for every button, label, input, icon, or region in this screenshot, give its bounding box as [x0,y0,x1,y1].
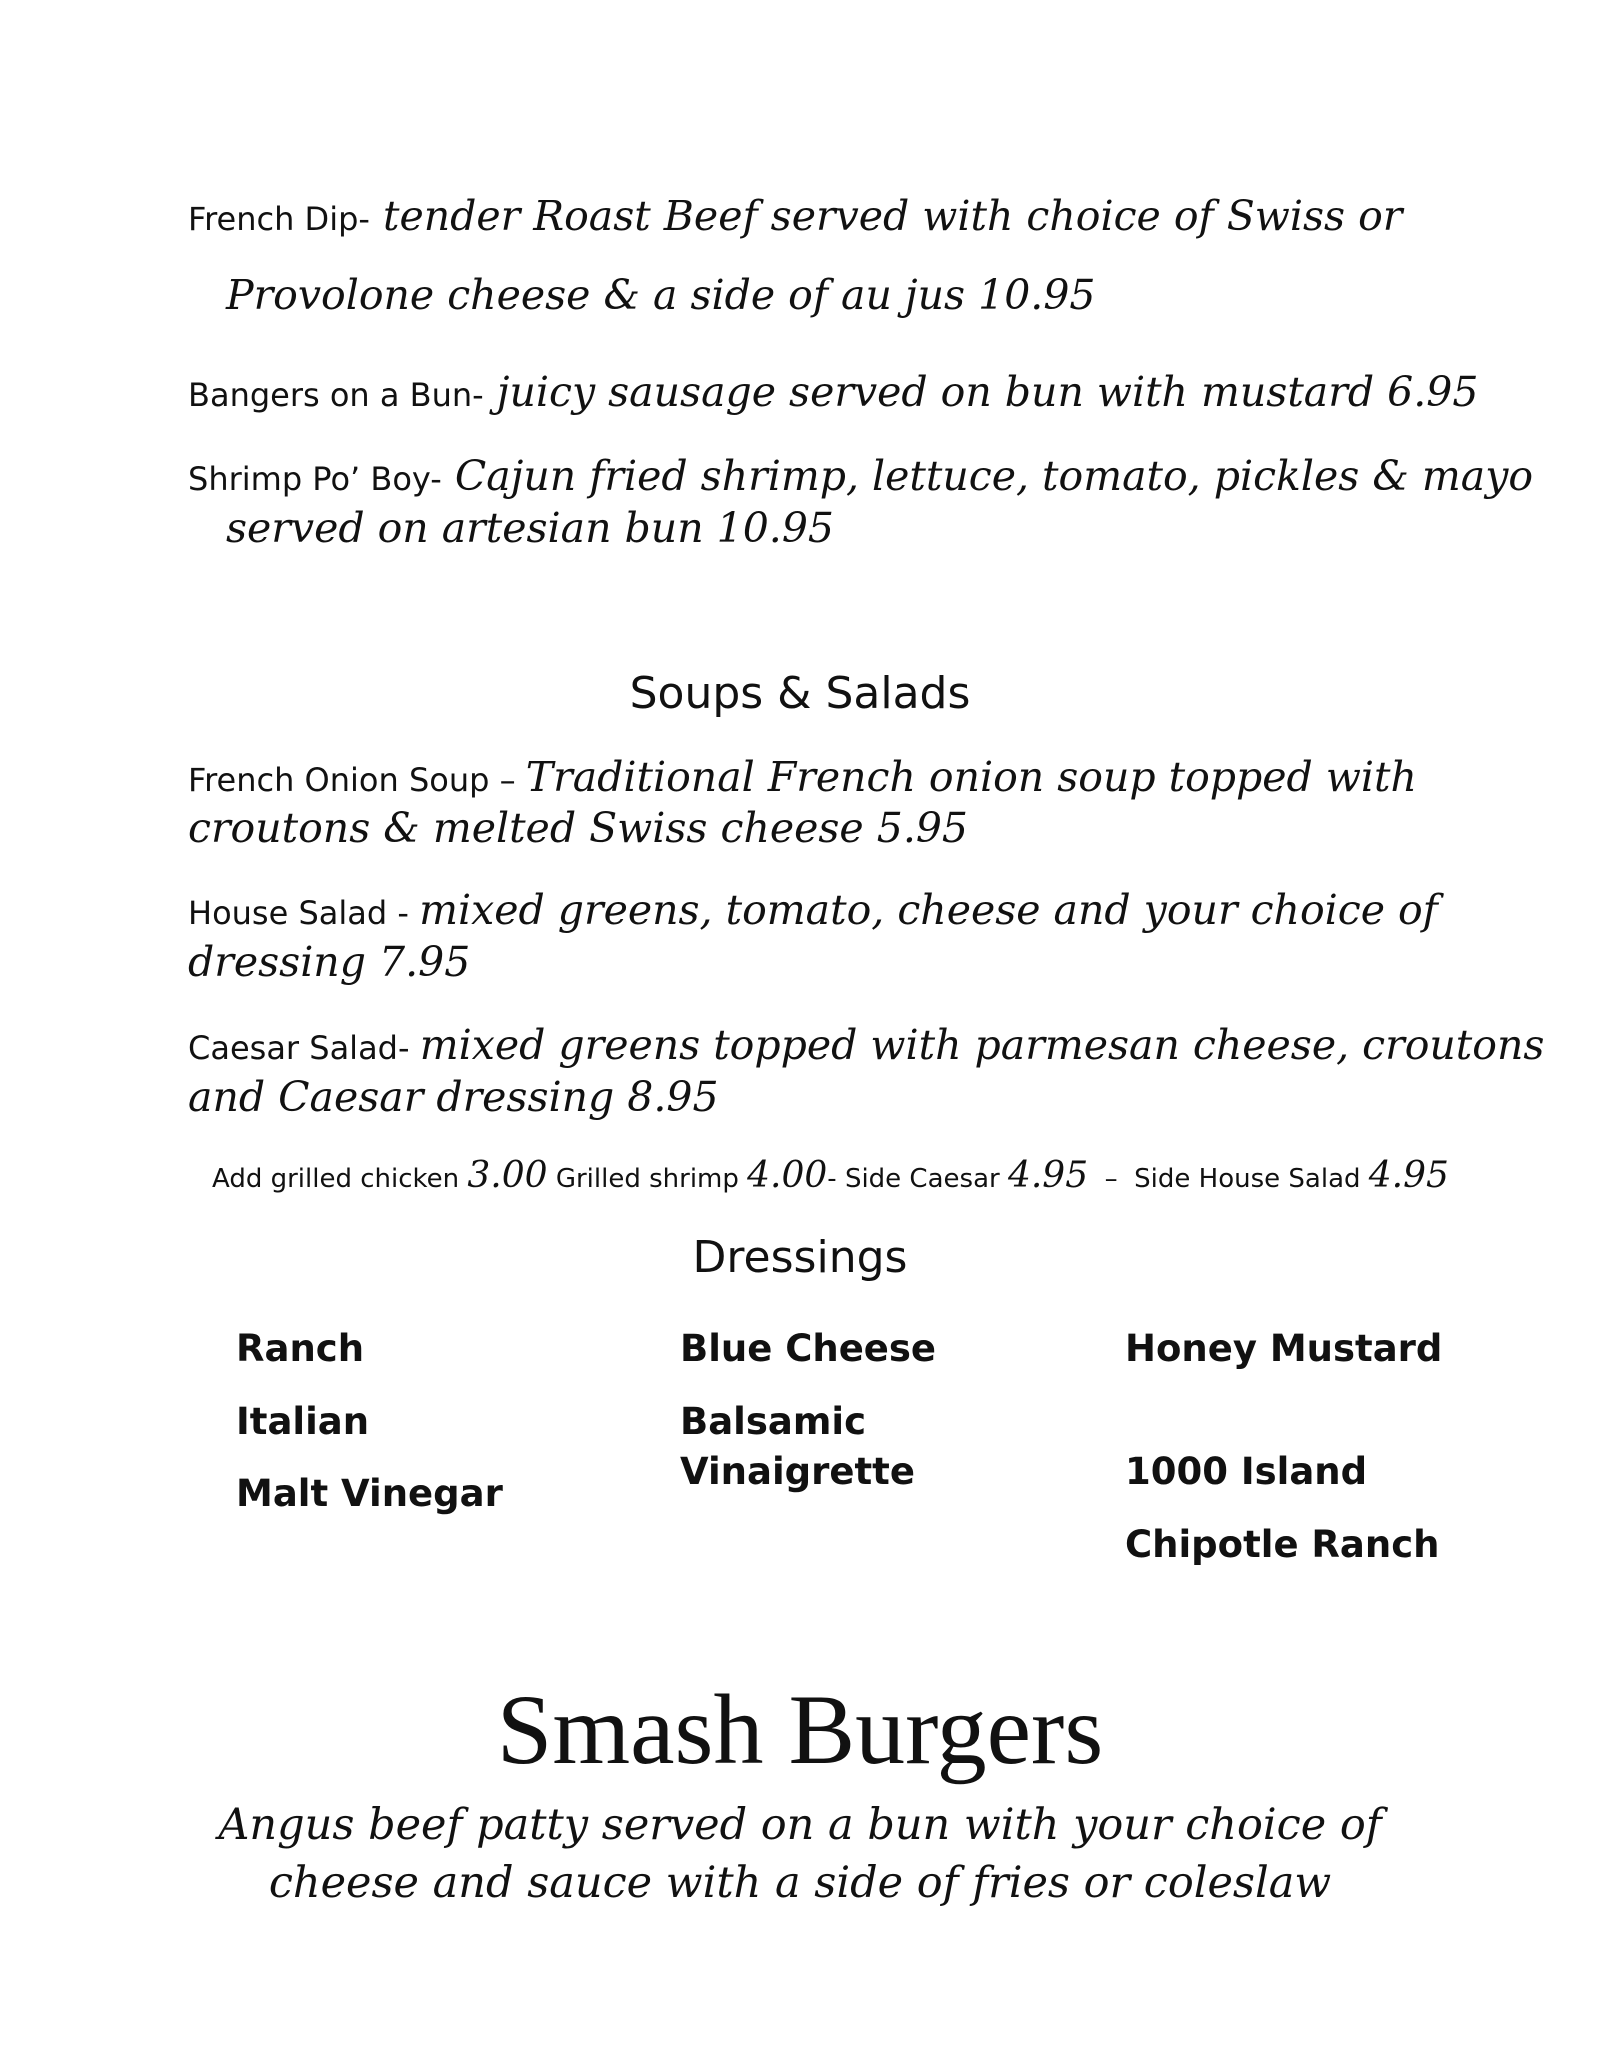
item-description: juicy sausage served on bun with mustard 6.95 [483,368,1479,416]
addon-chicken-price: 3.00 [467,1155,548,1196]
item-description: tender Roast Beef served with choice of Swiss or [369,192,1403,240]
smash-burgers-intro-line2: cheese and sauce with a side of fries or coleslaw [268,1858,1332,1908]
addon-separator: – [1088,1164,1135,1194]
addon-house-price: 4.95 [1368,1155,1449,1196]
dressing-ranch: Ranch [236,1327,365,1370]
menu-item-bangers [188,368,1479,416]
menu-item-shrimp-po-boy [188,452,1534,500]
item-description-cont: served on artesian bun 10.95 [226,504,835,552]
menu-item-house-salad [188,886,1438,934]
dressing-balsamic: Balsamic [680,1400,867,1443]
item-name: Bangers on a Bun- [188,376,484,414]
item-description: mixed greens, tomato, cheese and your choice of [419,886,1438,934]
item-description: Traditional French onion soup topped with [525,753,1417,801]
section-heading-dressings: Dressings [692,1232,908,1283]
item-description-cont: croutons & melted Swiss cheese 5.95 [188,804,969,852]
dressing-chipotle-ranch: Chipotle Ranch [1125,1523,1440,1566]
addon-shrimp-label: Grilled shrimp [547,1164,748,1194]
item-description-cont: dressing 7.95 [188,938,471,986]
section-title-smash-burgers: Smash Burgers [496,1674,1104,1785]
item-description-cont: and Caesar dressing 8.95 [188,1073,719,1121]
salad-addons [212,1155,1449,1196]
dressing-italian: Italian [236,1400,370,1443]
dressing-malt-vinegar: Malt Vinegar [236,1472,503,1515]
dressing-vinaigrette: Vinaigrette [680,1450,915,1493]
dressing-1000-island: 1000 Island [1125,1450,1368,1493]
dressing-honey-mustard: Honey Mustard [1125,1327,1443,1370]
item-description: Cajun fried shrimp, lettuce, tomato, pickles & mayo [441,452,1534,500]
item-name: Caesar Salad- [188,1029,420,1067]
dressing-blue-cheese: Blue Cheese [680,1327,937,1370]
addon-house-label: Side House Salad [1134,1164,1369,1194]
item-name: French Dip- [188,200,370,238]
item-description: mixed greens topped with parmesan cheese, croutons [419,1021,1545,1069]
item-description-cont: Provolone cheese & a side of au jus 10.95 [226,271,1096,319]
menu-item-caesar-salad [188,1021,1545,1069]
item-name: House Salad - [188,894,420,932]
addon-caesar-label: - Side Caesar [827,1164,1008,1194]
addon-caesar-price: 4.95 [1007,1155,1089,1196]
addon-shrimp-price: 4.00 [747,1155,828,1196]
menu-item-french-dip [188,192,1403,240]
smash-burgers-intro-line1: Angus beef patty served on a bun with your choice of [218,1800,1382,1850]
menu-item-french-onion-soup [188,753,1417,801]
section-heading-soups-salads: Soups & Salads [629,668,971,719]
addon-chicken-label: Add grilled chicken [212,1164,468,1194]
item-name: French Onion Soup – [188,761,526,799]
item-name: Shrimp Po’ Boy- [188,460,442,498]
